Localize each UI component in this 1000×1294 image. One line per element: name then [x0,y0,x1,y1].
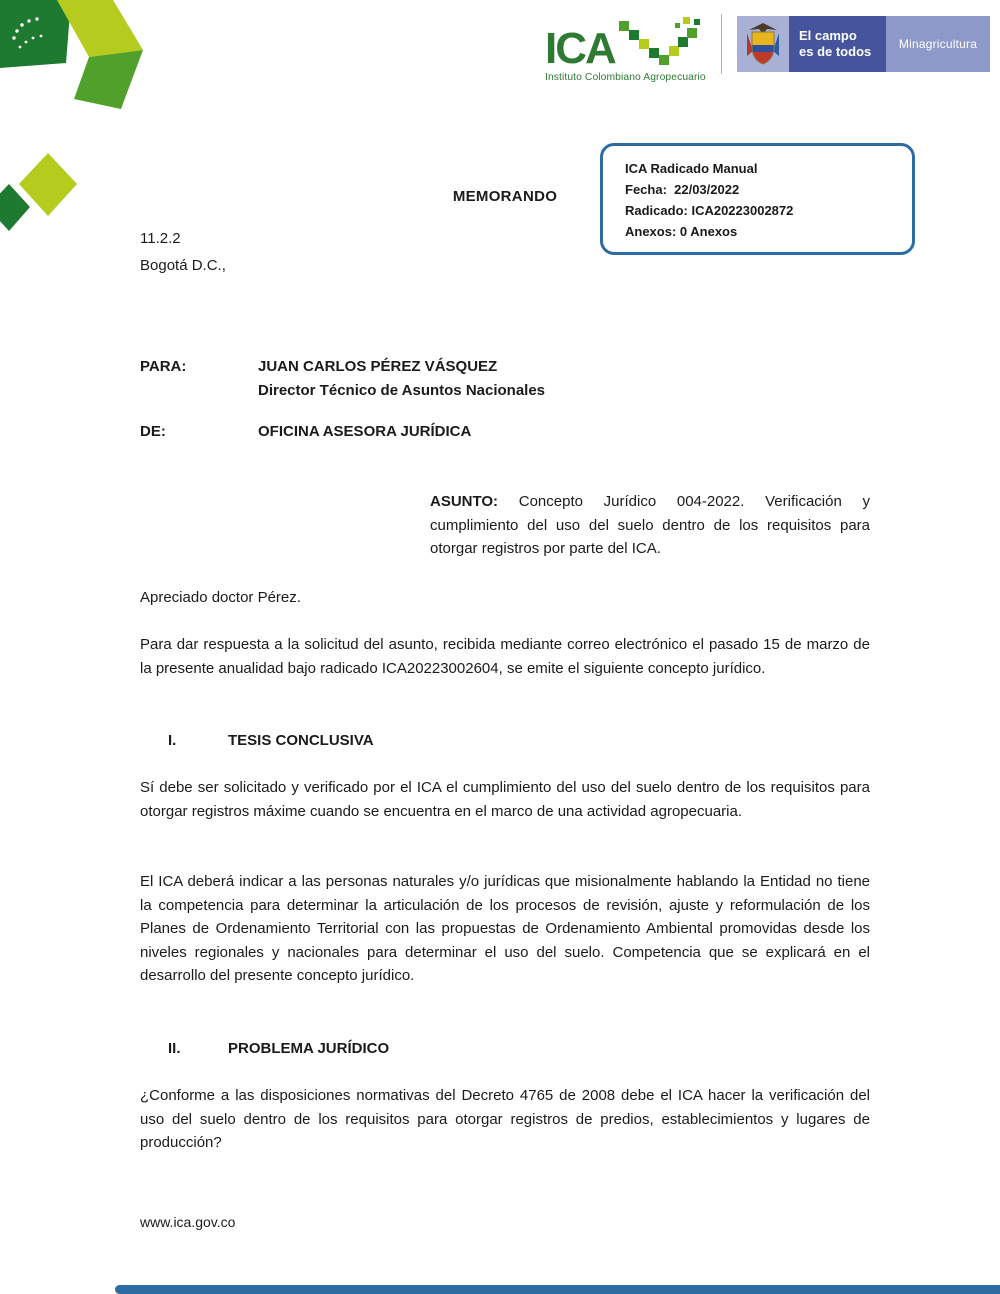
website-text: www.ica.gov.co [140,1214,236,1230]
section-2-title: PROBLEMA JURÍDICO [228,1040,390,1057]
coat-of-arms-box [737,16,789,72]
paragraph-3: El ICA deberá indicar a las personas naturales y/o jurídicas que misionalmente hablando la Entidad no tiene la competencia para determinar la articulación de los procesos de revisión, ajuste y reformulación de los Planes de Ordenamiento Territorial con las propuestas de Ordenamiento Ambiental promovidas desde los niveles regionales y nacionales para determinar el uso del suelo. Competencia que se explicará en el desarrollo del presente concepto jurídico. [140,873,870,984]
paragraph-1: Para dar respuesta a la solicitud del asunto, recibida mediante correo electrónico el pasado 15 de marzo de la presente anualidad bajo radicado ICA20223002604, se emite el siguiente concepto jurídico. [140,636,870,677]
gov-slogan [789,16,886,72]
ica-wordmark: ICA [545,24,615,74]
section-2-heading [140,1037,870,1061]
ica-checkered-arrow-icon [617,13,703,67]
paragraph-2: Sí debe ser solicitado y verificado por el ICA el cumplimiento del uso del suelo dentro de los requisitos para otorgar registros máxime cuando se encuentra en el marco de una actividad agropecuaria. [140,779,870,820]
para-row [140,355,870,402]
paragraph-4: ¿Conforme a las disposiciones normativas del Decreto 4765 de 2008 debe el ICA hacer la verificación del uso del suelo dentro de los requisitos para otorgar registros de predios, establecimientos y lugares de producción? [140,1087,870,1151]
memo-title: MEMORANDO [452,188,558,205]
radicado-number: Radicado: ICA20223002872 [625,203,794,218]
section-2-number: II. [168,1040,181,1057]
gov-slogan-line1: El campo [799,28,857,44]
gov-slogan-line2: es de todos [799,44,872,59]
para-name: JUAN CARLOS PÉREZ VÁSQUEZ [258,358,498,375]
memo-city: Bogotá D.C., [140,257,226,274]
de-row [140,420,870,444]
section-1-heading [140,729,870,753]
para-value [258,355,545,402]
radicado-title: ICA Radicado Manual [625,161,758,176]
de-label: DE: [140,423,166,440]
asunto-text: Concepto Jurídico 004-2022. Verificación y cumplimiento del uso del suelo dentro de los requisitos para otorgar registros por parte del ICA. [430,493,870,557]
section-1-number: I. [168,732,177,749]
government-branding [737,16,990,72]
ica-logo [545,13,715,83]
section-1-title: TESIS CONCLUSIVA [228,732,374,749]
radicado-anexos: Anexos: 0 Anexos [625,224,738,239]
asunto-label: ASUNTO: [430,493,499,510]
para-label: PARA: [140,358,187,375]
header-divider [721,14,722,74]
ica-tagline: Instituto Colombiano Agropecuario [545,72,706,83]
ministry-label: Minagricultura [886,16,990,72]
footer-bar [115,1285,1000,1294]
asunto-paragraph [430,490,870,561]
ica-corner-decoration-icon [0,0,158,245]
de-value: OFICINA ASESORA JURÍDICA [258,423,472,440]
radicado-fecha: Fecha: 22/03/2022 [625,182,740,197]
para-role: Director Técnico de Asuntos Nacionales [258,381,546,399]
memo-code: 11.2.2 [140,230,181,247]
greeting: Apreciado doctor Pérez. [140,589,301,606]
colombia-coat-of-arms-icon [743,21,783,67]
